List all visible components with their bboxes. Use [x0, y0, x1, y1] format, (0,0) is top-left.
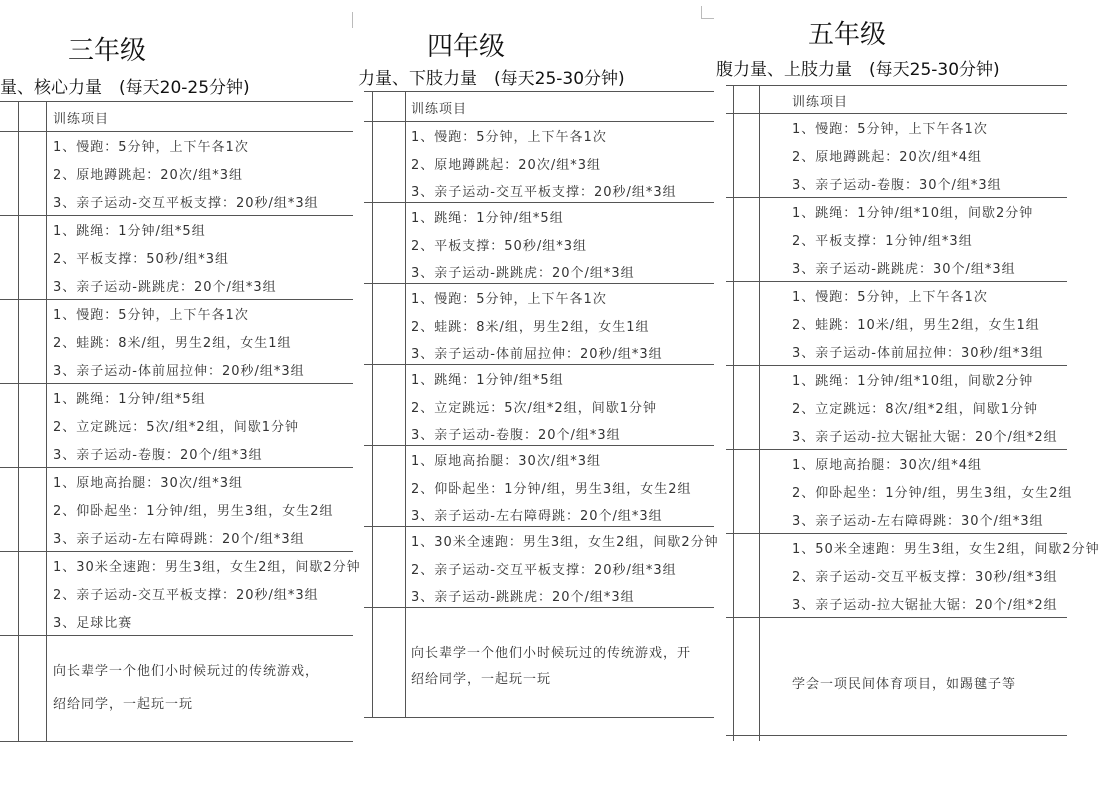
table-column-divider: [18, 101, 19, 741]
table-row-divider: [0, 551, 353, 552]
training-item: 3、亲子运动-体前屈拉伸：30秒/组*3组: [792, 346, 1044, 361]
training-item: 3、亲子运动-交互平板支撑：20秒/组*3组: [411, 185, 677, 200]
table-row-divider: [0, 299, 353, 300]
table-column-divider: [46, 101, 47, 741]
training-item: 2、立定跳远：8次/组*2组，间歇1分钟: [792, 402, 1038, 417]
training-item: 3、亲子运动-跳跳虎：20个/组*3组: [411, 266, 635, 281]
training-item: 1、原地高抬腿：30次/组*3组: [53, 476, 243, 491]
table-column-divider: [759, 85, 760, 741]
table-row-divider: [726, 617, 1067, 618]
training-item: 3、亲子运动-卷腹：20个/组*3组: [411, 428, 621, 443]
table-row-divider: [0, 467, 353, 468]
table-header: 训练项目: [792, 95, 849, 110]
table-row-divider: [364, 91, 714, 92]
training-item: 3、亲子运动-左右障碍跳：20个/组*3组: [411, 509, 663, 524]
training-item: 1、跳绳：1分钟/组*5组: [411, 373, 564, 388]
table-header: 训练项目: [53, 112, 110, 127]
extra-activity-text: 绍给同学，一起玩一玩: [411, 672, 552, 687]
training-item: 2、平板支撑：1分钟/组*3组: [792, 234, 973, 249]
table-row-divider: [726, 85, 1067, 86]
table-row-divider: [726, 449, 1067, 450]
training-item: 1、慢跑：5分钟，上下午各1次: [53, 308, 249, 323]
training-item: 1、50米全速跑：男生3组，女生2组，间歇2分钟: [792, 542, 1100, 557]
training-item: 2、原地蹲跳起：20次/组*3组: [411, 157, 601, 173]
training-item: 1、慢跑：5分钟，上下午各1次: [792, 122, 988, 137]
extra-activity-text: 向长辈学一个他们小时候玩过的传统游戏，: [53, 664, 320, 679]
table-row-divider: [726, 197, 1067, 198]
table-row-divider: [0, 215, 353, 216]
table-row-divider: [0, 101, 353, 102]
training-item: 1、原地高抬腿：30次/组*3组: [411, 454, 601, 469]
training-item: 1、原地高抬腿：30次/组*4组: [792, 458, 982, 473]
table-row-divider: [364, 445, 714, 446]
training-item: 2、蛙跳：8米/组，男生2组，女生1组: [53, 336, 292, 351]
training-item: 2、亲子运动-交互平板支撑：20秒/组*3组: [53, 588, 319, 603]
table-row-divider: [726, 365, 1067, 366]
training-item: 2、仰卧起坐：1分钟/组，男生3组，女生2组: [53, 504, 334, 519]
section-subtitle: 量、核心力量 (每天20-25分钟): [0, 78, 250, 98]
grade-panel-5: [716, 0, 1100, 760]
training-item: 1、跳绳：1分钟/组*5组: [411, 211, 564, 226]
training-item: 3、亲子运动-拉大锯扯大锯：20个/组*2组: [792, 598, 1058, 613]
training-item: 2、仰卧起坐：1分钟/组，男生3组，女生2组: [411, 481, 692, 497]
grade-title: 四年级: [427, 32, 506, 62]
table-column-divider: [405, 91, 406, 717]
table-row-divider: [726, 281, 1067, 282]
training-item: 3、亲子运动-跳跳虎：20个/组*3组: [411, 590, 635, 605]
table-row-divider: [364, 607, 714, 608]
training-item: 2、仰卧起坐：1分钟/组，男生3组，女生2组: [792, 486, 1073, 501]
table-column-divider: [372, 91, 373, 717]
training-item: 2、蛙跳：10米/组，男生2组，女生1组: [792, 318, 1040, 333]
training-item: 1、慢跑：5分钟，上下午各1次: [53, 140, 249, 155]
training-table: [726, 85, 1100, 741]
table-row-divider: [726, 113, 1067, 114]
section-subtitle: 腹力量、上肢力量 (每天25-30分钟): [716, 60, 1000, 80]
training-item: 2、立定跳远：5次/组*2组，间歇1分钟: [53, 420, 299, 435]
training-item: 3、亲子运动-交互平板支撑：20秒/组*3组: [53, 196, 319, 211]
table-row-divider: [726, 533, 1067, 534]
grade-panel-3: [0, 0, 361, 760]
table-row-divider: [0, 131, 353, 132]
training-item: 3、亲子运动-跳跳虎：20个/组*3组: [53, 280, 277, 295]
scan-edge-mark: [352, 12, 353, 28]
table-row-divider: [0, 635, 353, 636]
training-item: 1、30米全速跑：男生3组，女生2组，间歇2分钟: [411, 535, 719, 550]
grade-title: 三年级: [68, 36, 147, 66]
grade-panel-4: [358, 0, 719, 760]
table-row-divider: [364, 364, 714, 365]
training-item: 3、亲子运动-跳跳虎：30个/组*3组: [792, 262, 1016, 277]
training-item: 2、平板支撑：50秒/组*3组: [53, 252, 229, 267]
training-item: 3、亲子运动-拉大锯扯大锯：20个/组*2组: [792, 430, 1058, 445]
extra-activity-text: 向长辈学一个他们小时候玩过的传统游戏，开: [411, 646, 692, 661]
training-table: [364, 91, 719, 717]
training-item: 3、亲子运动-体前屈拉伸：20秒/组*3组: [53, 364, 305, 379]
table-row-divider: [364, 717, 714, 718]
extra-activity-text: 学会一项民间体育项目，如踢毽子等: [792, 677, 1017, 692]
training-item: 2、蛙跳：8米/组，男生2组，女生1组: [411, 319, 650, 335]
table-row-divider: [364, 121, 714, 122]
section-subtitle: 力量、下肢力量 (每天25-30分钟): [358, 69, 625, 89]
training-item: 2、原地蹲跳起：20次/组*3组: [53, 168, 243, 183]
training-item: 1、跳绳：1分钟/组*10组，间歇2分钟: [792, 374, 1034, 389]
table-row-divider: [0, 383, 353, 384]
training-item: 1、慢跑：5分钟，上下午各1次: [411, 130, 607, 145]
training-item: 2、平板支撑：50秒/组*3组: [411, 238, 587, 254]
grade-title: 五年级: [808, 20, 887, 50]
table-column-divider: [733, 85, 734, 741]
training-item: 1、慢跑：5分钟，上下午各1次: [411, 292, 607, 307]
training-item: 3、亲子运动-左右障碍跳：30个/组*3组: [792, 514, 1044, 529]
training-item: 2、亲子运动-交互平板支撑：20秒/组*3组: [411, 562, 677, 578]
training-item: 1、跳绳：1分钟/组*5组: [53, 224, 206, 239]
training-item: 3、亲子运动-卷腹：30个/组*3组: [792, 178, 1002, 193]
training-table: [0, 101, 361, 741]
table-row-divider: [364, 283, 714, 284]
training-item: 1、30米全速跑：男生3组，女生2组，间歇2分钟: [53, 560, 361, 575]
training-item: 2、原地蹲跳起：20次/组*4组: [792, 150, 982, 165]
training-item: 2、立定跳远：5次/组*2组，间歇1分钟: [411, 400, 657, 416]
table-header: 训练项目: [411, 102, 468, 117]
extra-activity-text: 绍给同学，一起玩一玩: [53, 697, 194, 712]
training-item: 1、跳绳：1分钟/组*10组，间歇2分钟: [792, 206, 1034, 221]
training-item: 3、亲子运动-体前屈拉伸：20秒/组*3组: [411, 347, 663, 362]
table-row-divider: [364, 526, 714, 527]
training-item: 3、亲子运动-左右障碍跳：20个/组*3组: [53, 532, 305, 547]
scan-edge-mark: [701, 6, 714, 19]
table-row-divider: [0, 741, 353, 742]
table-row-divider: [726, 735, 1067, 736]
table-row-divider: [364, 202, 714, 203]
training-item: 3、亲子运动-卷腹：20个/组*3组: [53, 448, 263, 463]
training-item: 1、慢跑：5分钟，上下午各1次: [792, 290, 988, 305]
training-item: 2、亲子运动-交互平板支撑：30秒/组*3组: [792, 570, 1058, 585]
training-item: 1、跳绳：1分钟/组*5组: [53, 392, 206, 407]
training-item: 3、足球比赛: [53, 616, 133, 631]
